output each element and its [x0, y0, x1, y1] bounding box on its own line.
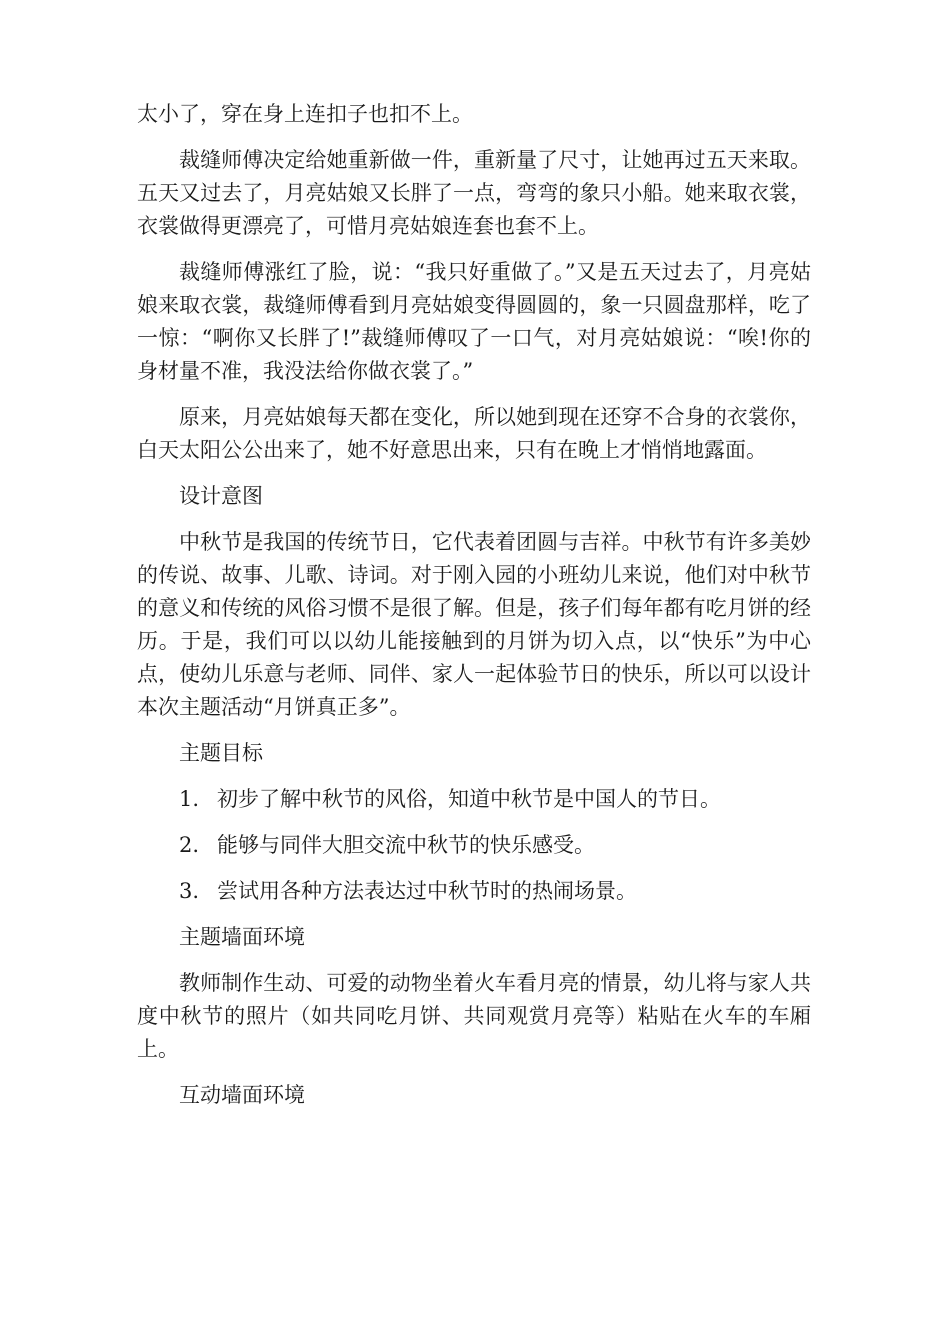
goal-number: 1.	[179, 787, 200, 811]
goal-list-item	[137, 875, 811, 908]
theme-wall-paragraph: 教师制作生动、可爱的动物坐着火车看月亮的情景，幼儿将与家人共度中秋节的照片（如共同吃月饼、共同观赏月亮等）粘贴在火车的车厢上。	[137, 971, 811, 1061]
goal-text: 初步了解中秋节的风俗，知道中秋节是中国人的节日。	[217, 787, 721, 811]
story-paragraph: 裁缝师傅决定给她重新做一件，重新量了尺寸，让她再过五天来取。五天又过去了，月亮姑娘又长胖了一点，弯弯的象只小船。她来取衣裳，衣裳做得更漂亮了，可惜月亮姑娘连套也套不上。	[137, 148, 811, 238]
story-paragraph-continued: 太小了，穿在身上连扣子也扣不上。	[137, 102, 473, 126]
goal-list-item	[137, 829, 811, 862]
theme-wall-heading: 主题墙面环境	[179, 925, 305, 949]
design-intent-paragraph: 中秋节是我国的传统节日，它代表着团圆与吉祥。中秋节有许多美妙的传说、故事、儿歌、诗词。对于刚入园的小班幼儿来说，他们对中秋节的意义和传统的风俗习惯不是很了解。但是，孩子们每年都有吃月饼的经历。于是，我们可以以幼儿能接触到的月饼为切入点，以“快乐”为中心点，使幼儿乐意与老师、同伴、家人一起体验节日的快乐，所以可以设计本次主题活动“月饼真正多”。	[137, 530, 811, 719]
story-paragraph: 原来，月亮姑娘每天都在变化，所以她到现在还穿不合身的衣裳你，白天太阳公公出来了，她不好意思出来，只有在晚上才悄悄地露面。	[137, 405, 811, 462]
goal-number: 3.	[179, 879, 200, 903]
goal-number: 2.	[179, 833, 200, 857]
goal-text: 尝试用各种方法表达过中秋节时的热闹场景。	[217, 879, 637, 903]
theme-goals-heading: 主题目标	[179, 741, 263, 765]
goal-text: 能够与同伴大胆交流中秋节的快乐感受。	[217, 833, 595, 857]
goal-list-item	[137, 783, 811, 816]
design-intent-heading: 设计意图	[179, 484, 263, 508]
interactive-wall-heading: 互动墙面环境	[179, 1083, 305, 1107]
document-page	[137, 98, 811, 1125]
story-paragraph: 裁缝师傅涨红了脸，说：“我只好重做了。”又是五天过去了，月亮姑娘来取衣裳，裁缝师傅看到月亮姑娘变得圆圆的，象一只圆盘那样，吃了一惊：“啊你又长胖了!”裁缝师傅叹了一口气，对月亮姑娘说：“唉!你的身材量不准，我没法给你做衣裳了。”	[137, 260, 811, 383]
